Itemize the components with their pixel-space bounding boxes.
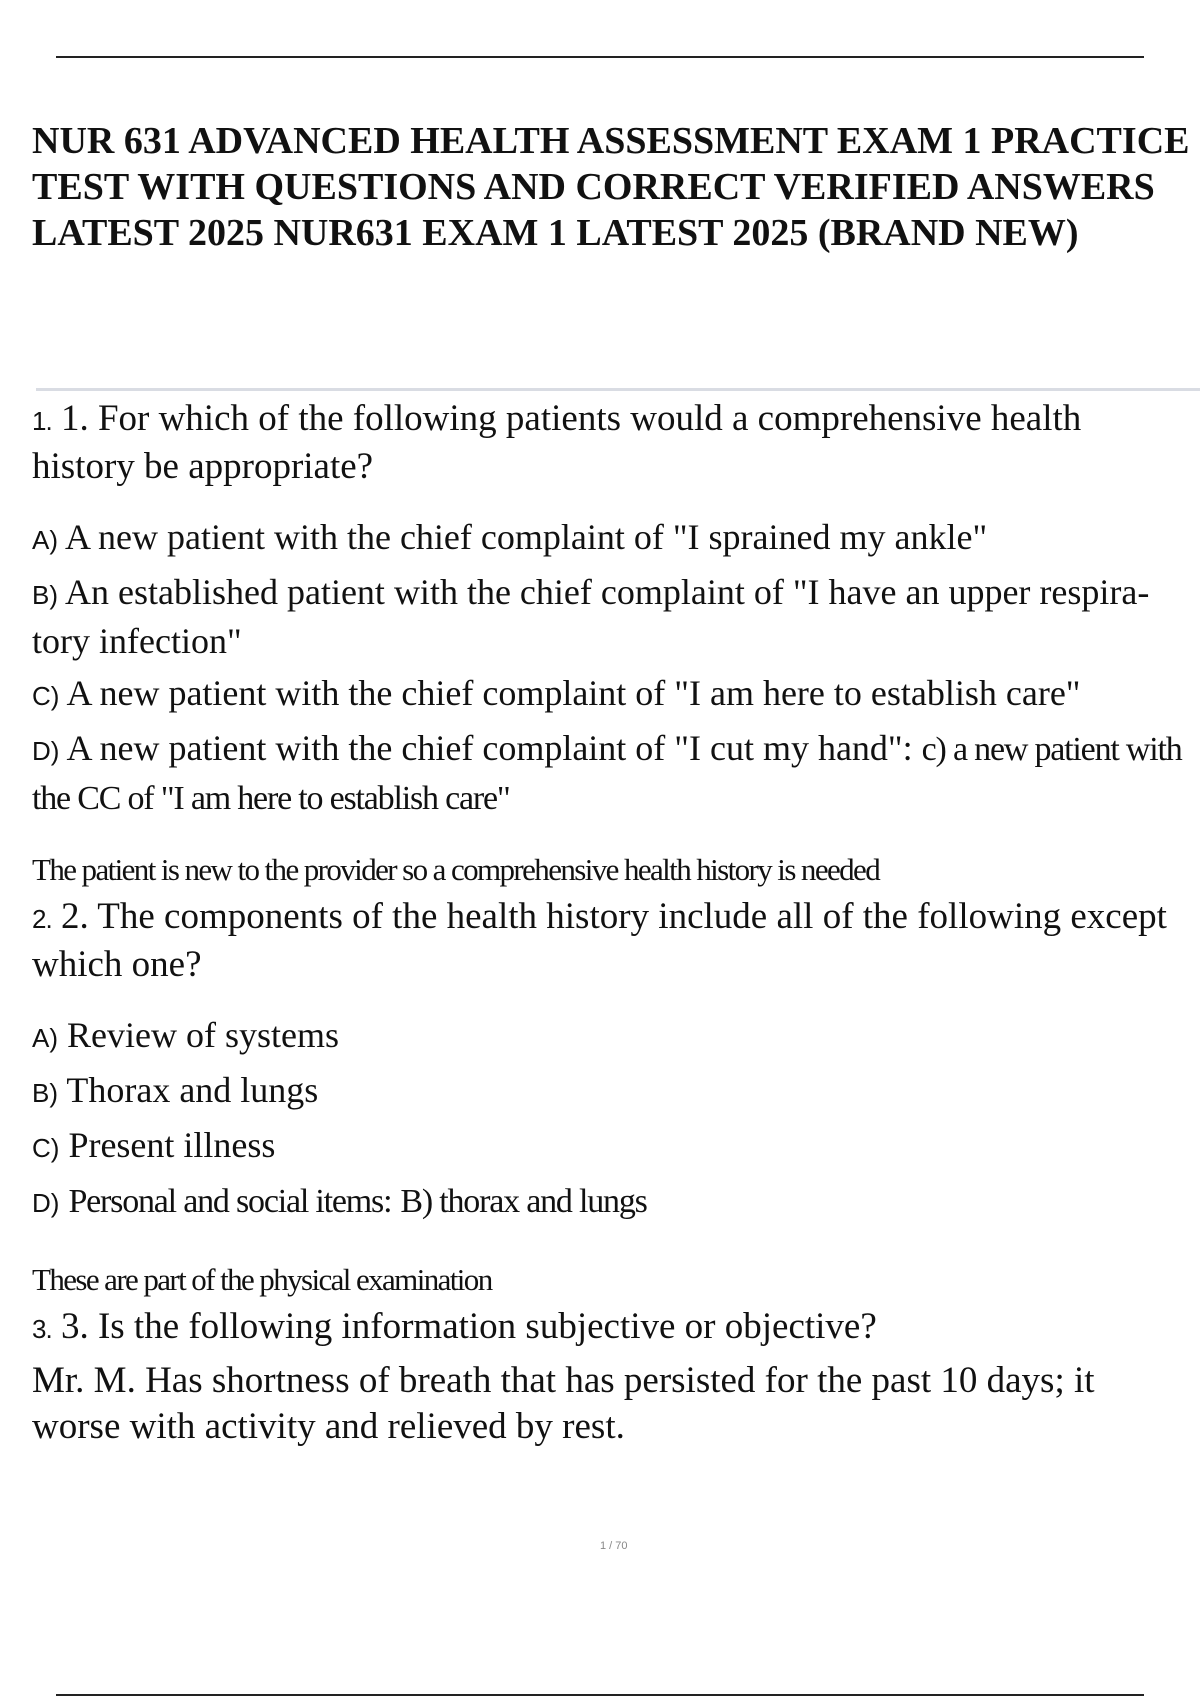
option-letter: D)	[32, 736, 60, 766]
option-text: A new patient with the chief complaint of "I am here to establish care"	[66, 673, 1081, 713]
option-letter: B)	[32, 580, 58, 610]
option-letter: A)	[32, 525, 58, 555]
question-1-options	[32, 514, 1192, 822]
question-2-option-a	[32, 1012, 1192, 1061]
option-letter: A)	[32, 1023, 58, 1053]
section-divider	[36, 388, 1200, 391]
option-text: Thorax and lungs	[66, 1070, 319, 1110]
question-1-option-b	[32, 569, 1192, 664]
question-3-text: 3. Is the following information subjective or objective?	[60, 1306, 877, 1347]
question-3-body: Mr. M. Has shortness of breath that has persisted for the past 10 days; it worse with activity and relieved by rest.	[32, 1360, 1095, 1447]
option-letter: C)	[32, 1133, 60, 1163]
option-letter: D)	[32, 1188, 60, 1218]
question-2	[32, 894, 1192, 988]
option-letter: C)	[32, 681, 60, 711]
option-text: A new patient with the chief complaint of "I sprained my ankle"	[65, 517, 988, 557]
option-text: A new patient with the chief complaint of "I cut my hand":	[66, 728, 913, 768]
option-text: Review of systems	[67, 1015, 339, 1055]
question-1-option-c	[32, 670, 1192, 719]
question-1-option-d	[32, 725, 1192, 822]
top-rule	[56, 56, 1144, 58]
question-1-answer: c) a new patient with the CC of "I am here to establish care"	[32, 731, 1182, 817]
question-2-answer: B) thorax and lungs	[400, 1183, 647, 1220]
question-2-number: 2.	[32, 904, 52, 934]
question-2-option-b	[32, 1067, 1192, 1116]
question-1-option-a	[32, 514, 1192, 563]
question-3-number: 3.	[32, 1314, 52, 1344]
option-letter: B)	[32, 1078, 58, 1108]
option-text: An established patient with the chief complaint of "I have an upper respira- tory infection"	[32, 572, 1150, 661]
document-title: NUR 631 ADVANCED HEALTH ASSESSMENT EXAM 1 PRACTICE TEST WITH QUESTIONS AND CORRECT VERIFIED ANSWERS LATEST 2025 NUR631 EXAM 1 LATEST 2025 (BRAND NEW)	[32, 120, 1190, 254]
option-text: Present illness	[68, 1125, 276, 1165]
question-1-explanation: The patient is new to the provider so a comprehensive health history is needed	[32, 852, 880, 887]
question-2-explanation: These are part of the physical examination	[32, 1262, 492, 1297]
question-2-option-d	[32, 1177, 1192, 1226]
question-2-option-c	[32, 1122, 1192, 1171]
bottom-rule	[56, 1694, 1144, 1696]
question-1-text: 1. For which of the following patients would a comprehensive health history be appropriate?	[32, 398, 1082, 487]
question-2-options	[32, 1012, 1192, 1226]
option-text: Personal and social items:	[68, 1183, 392, 1220]
question-1	[32, 396, 1192, 490]
question-3	[32, 1304, 1192, 1352]
question-1-number: 1.	[32, 406, 52, 436]
question-list	[32, 396, 1192, 1450]
page-number: 1 / 70	[600, 1540, 628, 1552]
question-2-text: 2. The components of the health history include all of the following except which one?	[32, 896, 1167, 985]
